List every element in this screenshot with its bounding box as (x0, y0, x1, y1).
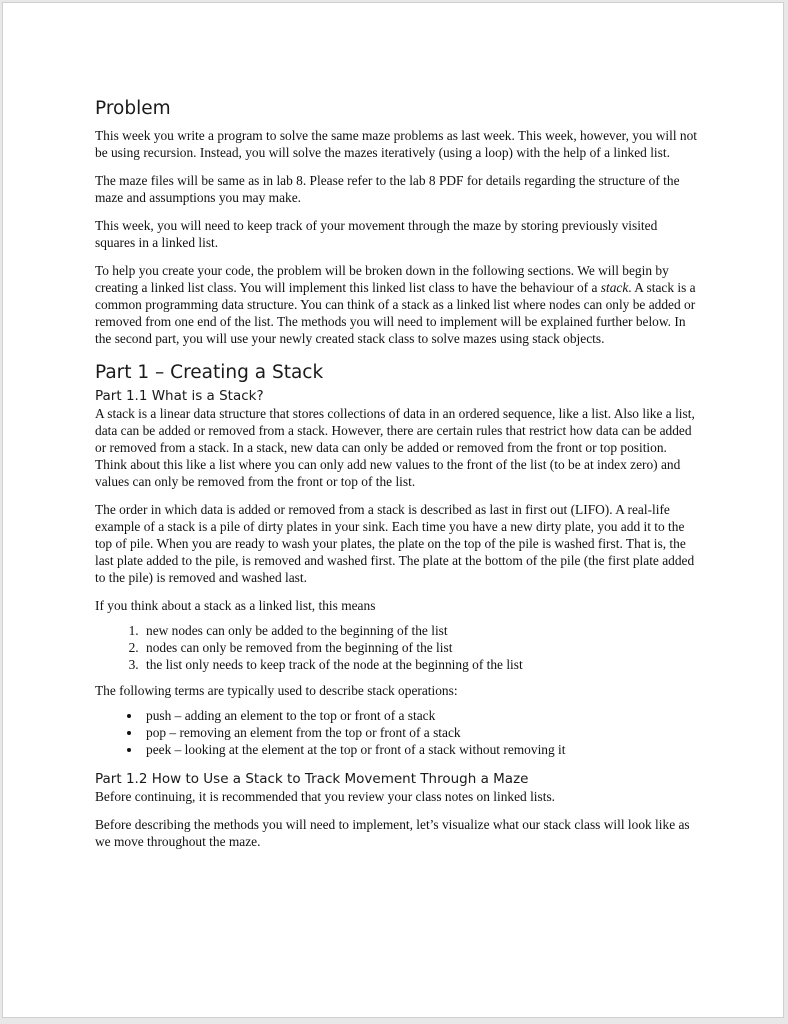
document-content (95, 97, 697, 861)
problem-paragraph: This week, you will need to keep track of your movement through the maze by storing previously visited squares in a linked list. (95, 218, 658, 250)
list-item: • push – adding an element to the top or front of a stack (142, 707, 697, 724)
problem-p4-after: . A stack is a common programming data structure. You can think of a stack as a linked list where nodes can only be added or removed from one end of the list. The methods you will need to implement will be explained further below. In the second part, you will use your newly created stack class to solve mazes using stack objects. (95, 280, 696, 346)
list-item: 1. new nodes can only be added to the beginning of the list (142, 622, 697, 639)
lifo-paragraph: The order in which data is added or removed from a stack is described as last in first out (LIFO). A real-life example of a stack is a pile of dirty plates in your sink. Each time you have a new dirty plate, you add it to the top of pile. When you are ready to wash your plates, the plate on the top of the pile is washed first. That is, the last plate added to the pile, is removed and washed first. The plate at the bottom of the pile (the first plate added to the pile) is removed and washed last. (95, 502, 695, 585)
problem-paragraph (95, 262, 697, 347)
stack-paragraph: A stack is a linear data structure that stores collections of data in an ordered sequence, like a list. Also like a list, data can be added or removed from a stack. However, there are certain rules that restrict how data can be added or removed from a stack. In a stack, new data can only be added or removed from the front or top position. Think about this like a list where you can only add new values to the front of the list (to be at index zero) and values can only be removed from the front or top of the list. (95, 406, 695, 489)
list-item: 3. the list only needs to keep track of the node at the beginning of the list (142, 656, 697, 673)
stack-emphasis: stack (600, 280, 629, 295)
list-item: • pop – removing an element from the top or front of a stack (142, 724, 697, 741)
linked-list-intro: If you think about a stack as a linked list, this means (95, 598, 376, 613)
visualize-paragraph: Before describing the methods you will need to implement, let’s visualize what our stack class will look like as we move throughout the maze. (95, 817, 690, 849)
list-item: 2. nodes can only be removed from the beginning of the list (142, 639, 697, 656)
heading-part1-2: Part 1.2 How to Use a Stack to Track Movement Through a Maze (95, 771, 529, 787)
heading-part1: Part 1 – Creating a Stack (95, 362, 324, 383)
stack-terms (95, 707, 697, 758)
problem-p4-before: To help you create your code, the problem will be broken down in the following sections. We will begin by creating a linked list class. You will implement this linked list class to have the behaviour of a (95, 263, 669, 295)
problem-paragraph: The maze files will be same as in lab 8. Please refer to the lab 8 PDF for details regarding the structure of the maze and assumptions you may make. (95, 173, 680, 205)
terms-intro: The following terms are typically used to describe stack operations: (95, 683, 458, 698)
list-item: • peek – looking at the element at the top or front of a stack without removing it (142, 741, 697, 758)
heading-part1-1: Part 1.1 What is a Stack? (95, 388, 264, 404)
problem-paragraph: This week you write a program to solve the same maze problems as last week. This week, however, you will not be using recursion. Instead, you will solve the mazes iteratively (using a loop) with the help of a linked list. (95, 128, 698, 160)
document-page (2, 2, 784, 1018)
heading-problem: Problem (95, 98, 171, 119)
review-paragraph: Before continuing, it is recommended that you review your class notes on linked lists. (95, 789, 556, 804)
linked-list-rules (95, 622, 697, 673)
